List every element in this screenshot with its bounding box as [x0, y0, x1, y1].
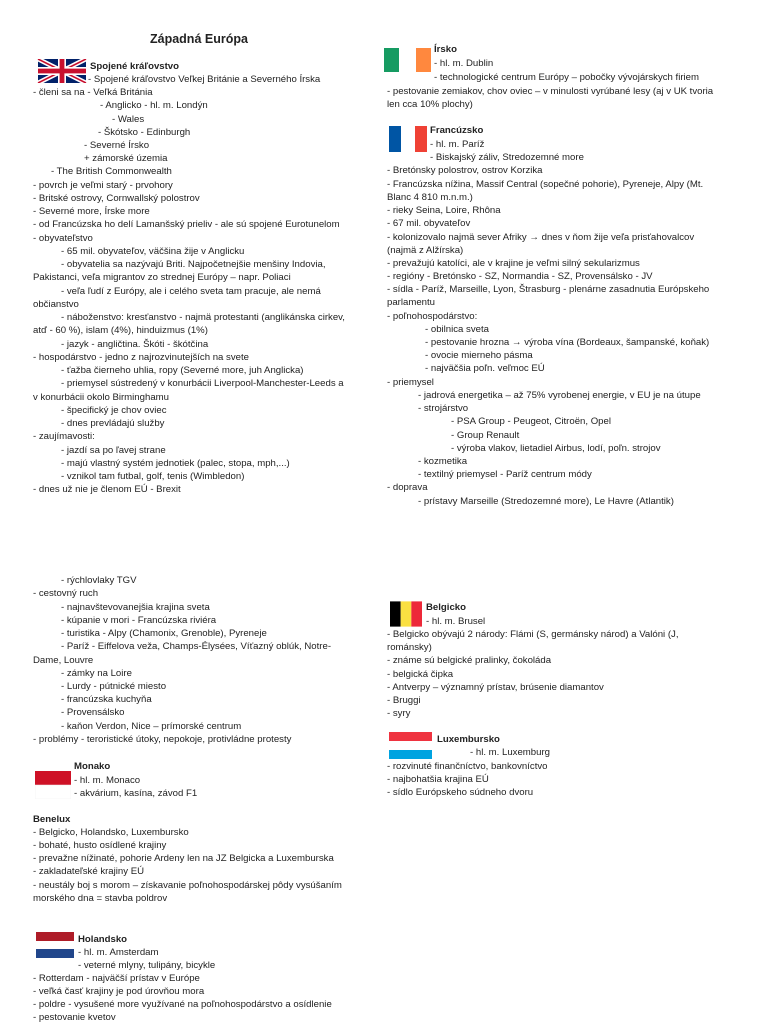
monaco-line: - hl. m. Monaco	[74, 775, 141, 786]
france-line: - jadrová energetika – až 75% vyrobenej energie, v EU je na útupe	[418, 390, 701, 401]
page-title: Západná Európa	[150, 32, 248, 46]
france-line: - strojárstvo	[418, 403, 469, 414]
france-line: (najmä z Alžírska)	[387, 245, 464, 256]
france-line: - kozmetika	[418, 456, 468, 467]
netherlands-line: - hl. m. Amsterdam	[78, 947, 159, 958]
uk-line: Pakistanci, veľa migrantov zo strednej Európy – napr. Poliaci	[33, 272, 291, 283]
netherlands-flag-icon	[36, 932, 74, 958]
belgium-line: románsky)	[387, 642, 432, 653]
uk-line: - Škótsko - Edinburgh	[98, 127, 191, 138]
france-line: - kúpanie v mori - Francúzska riviéra	[61, 615, 217, 626]
france-line: - Lurdy - pútnické miesto	[61, 681, 167, 692]
france-line: - cestovný ruch	[33, 588, 99, 599]
uk-line: atď - 60 %), islam (4%), hinduizmus (1%)	[33, 325, 208, 336]
ireland-line: - hl. m. Dublin	[434, 58, 494, 69]
benelux-line: - prevažne nížinaté, pohorie Ardeny len na JZ Belgicka a Luxemburska	[33, 853, 334, 864]
ireland-heading: Írsko	[434, 44, 457, 55]
monaco-line: - akvárium, kasína, závod F1	[74, 788, 198, 799]
luxembourg-heading: Luxembursko	[437, 734, 500, 745]
france-line: - najväčšia poľn. veľmoc EÚ	[425, 363, 545, 374]
belgium-line: - hl. m. Brusel	[426, 616, 486, 627]
france-line: - prístavy Marseille (Stredozemné more), Le Havre (Atlantik)	[418, 496, 674, 507]
ireland-line: len cca 10% plochy)	[387, 99, 473, 110]
belgium-line: - Antverpy – významný prístav, brúsenie diamantov	[387, 682, 604, 693]
france-line: - Group Renault	[451, 430, 520, 441]
belgium-line: - Belgicko obývajú 2 národy: Flámi (S, germánsky národ) a Valóni (J,	[387, 629, 679, 640]
france-line: - najnavštevovanejšia krajina sveta	[61, 602, 210, 613]
uk-line: - majú vlastný systém jednotiek (palec, stopa, mph,...)	[61, 458, 290, 469]
france-line: - výroba vlakov, lietadiel Airbus, lodí, poľn. strojov	[451, 443, 661, 454]
luxembourg-line: - hl. m. Luxemburg	[470, 747, 550, 758]
france-line: - pestovanie hrozna → výroba vína (Bordeaux, šampanské, koňak)	[425, 337, 710, 348]
monaco-heading: Monako	[74, 761, 111, 772]
france-line: - turistika - Alpy (Chamonix, Grenoble), Pyreneje	[61, 628, 267, 639]
france-line: - sídla - Paríž, Marseille, Lyon, Štrasburg - plenárne zasadnutia Európskeho	[387, 284, 710, 295]
belgium-line: - belgická čipka	[387, 669, 454, 680]
france-line: - priemysel	[387, 377, 434, 388]
france-line: Dame, Louvre	[33, 655, 94, 666]
ireland-line: - technologické centrum Európy – pobočky vývojárskych firiem	[434, 72, 700, 83]
uk-line: - 65 mil. obyvateľov, väčšina žije v Anglicku	[61, 246, 245, 257]
uk-line: v konurbácii okolo Birminghamu	[33, 392, 169, 403]
uk-line: - ťažba čierneho uhlia, ropy (Severné more, juh Anglicka)	[61, 365, 304, 376]
france-line: - problémy - teroristické útoky, nepokoje, protivládne protesty	[33, 734, 292, 745]
uk-line: - Spojené kráľovstvo Veľkej Británie a Severného Írska	[88, 74, 321, 85]
belgium-line: - syry	[387, 708, 411, 719]
ireland-flag-icon	[384, 48, 431, 72]
france-line: - 67 mil. obyvateľov	[387, 218, 471, 229]
france-line: - Biskajský záliv, Stredozemné more	[430, 152, 584, 163]
netherlands-line: - Rotterdam - najväčší prístav v Európe	[33, 973, 200, 984]
uk-line: - jazyk - angličtina. Škóti - škótčina	[61, 339, 209, 350]
benelux-line: - zakladateľské krajiny EÚ	[33, 866, 145, 877]
france-line: - rýchlovlaky TGV	[61, 575, 137, 586]
france-line: parlamentu	[387, 297, 435, 308]
uk-line: - od Francúzska ho delí Lamanšský prieliv - ale sú spojené Eurotunelom	[33, 219, 340, 230]
uk-line: - dnes prevládajú služby	[61, 418, 165, 429]
france-line: - textilný priemysel - Paríž centrum módy	[418, 469, 592, 480]
luxembourg-line: - sídlo Európskeho súdneho dvoru	[387, 787, 534, 798]
uk-line: - členi sa na - Veľká Británia	[33, 87, 153, 98]
netherlands-heading: Holandsko	[78, 934, 128, 945]
uk-line: - náboženstvo: kresťanstvo - najmä protestanti (anglikánska cirkev,	[61, 312, 345, 323]
france-line: - Bretónsky polostrov, ostrov Korzika	[387, 165, 543, 176]
belgium-heading: Belgicko	[426, 602, 466, 613]
uk-line: - hospodárstvo - jedno z najrozvinutejších na svete	[33, 352, 249, 363]
benelux-line: - neustály boj s morom – získavanie poľnohospodárskej pôdy vysúšaním	[33, 880, 342, 891]
benelux-line: - Belgicko, Holandsko, Luxembursko	[33, 827, 189, 838]
luxembourg-flag-icon	[389, 732, 432, 759]
uk-line: + zámorské územia	[84, 153, 168, 164]
uk-heading: Spojené kráľovstvo	[90, 61, 180, 72]
uk-line: - veľa ľudí z Európy, ale i celého sveta tam pracuje, ale nemá	[61, 286, 321, 297]
uk-line: - Severné Írsko	[84, 140, 150, 151]
uk-line: občianstvo	[33, 299, 79, 310]
netherlands-line: - veľká časť krajiny je pod úrovňou mora	[33, 986, 205, 997]
france-line: - doprava	[387, 482, 428, 493]
france-line: - kolonizovalo najmä sever Afriky → dnes v ňom žije veľa prisťahovalcov	[387, 232, 695, 243]
france-line: - ovocie mierneho pásma	[425, 350, 533, 361]
ireland-line: - pestovanie zemiakov, chov oviec – v minulosti vyrúbané lesy (aj v UK tvoria	[387, 86, 714, 97]
france-line: - obilnica sveta	[425, 324, 489, 335]
uk-line: - povrch je veľmi starý - prvohory	[33, 180, 173, 191]
france-line: - zámky na Loire	[61, 668, 132, 679]
netherlands-line: - veterné mlyny, tulipány, bicykle	[78, 960, 216, 971]
france-flag-icon	[389, 126, 427, 152]
france-line: - francúzska kuchyňa	[61, 694, 152, 705]
france-heading: Francúzsko	[430, 125, 484, 136]
uk-line: - Severné more, Írske more	[33, 206, 150, 217]
uk-line: - Britské ostrovy, Cornwallský polostrov	[33, 193, 200, 204]
france-line: - hl. m. Paríž	[430, 139, 485, 150]
france-line: Blanc 4 810 m.n.m.)	[387, 192, 473, 203]
uk-line: - vznikol tam futbal, golf, tenis (Wimbledon)	[61, 471, 245, 482]
uk-flag-icon	[37, 59, 87, 83]
belgium-line: - známe sú belgické pralinky, čokoláda	[387, 655, 552, 666]
france-line: - kaňon Verdon, Nice – prímorské centrum	[61, 721, 242, 732]
uk-line: - jazdí sa po ľavej strane	[61, 445, 166, 456]
france-line: - poľnohospodárstvo:	[387, 311, 478, 322]
france-line: - Francúzska nížina, Massif Central (sopečné pohorie), Pyreneje, Alpy (Mt.	[387, 179, 704, 190]
netherlands-line: - poldre - vysušené more využívané na poľnohospodárstvo a osídlenie	[33, 999, 332, 1010]
france-line: - rieky Seina, Loire, Rhôna	[387, 205, 501, 216]
uk-line: - zaujímavosti:	[33, 431, 95, 442]
france-line: - PSA Group - Peugeot, Citroën, Opel	[451, 416, 611, 427]
france-line: - prevažujú katolíci, ale v krajine je veľmi silný sekularizmus	[387, 258, 640, 269]
benelux-line: - bohaté, husto osídlené krajiny	[33, 840, 167, 851]
france-line: - Paríž - Eiffelova veža, Champs-Élysées, Víťazný oblúk, Notre-	[61, 641, 332, 652]
benelux-heading: Benelux	[33, 814, 71, 825]
monaco-flag-icon	[35, 771, 71, 799]
uk-line: - Anglicko - hl. m. Londýn	[100, 100, 208, 111]
benelux-line: morského dna = stavba poldrov	[33, 893, 168, 904]
france-line: - Provensálsko	[61, 707, 125, 718]
uk-line: - obyvatelia sa nazývajú Briti. Najpočetnejšie menšiny Indovia,	[61, 259, 326, 270]
luxembourg-line: - rozvinuté finančníctvo, bankovníctvo	[387, 761, 548, 772]
france-line: - regióny - Bretónsko - SZ, Normandia - SZ, Provensálsko - JV	[387, 271, 653, 282]
netherlands-line: - pestovanie kvetov	[33, 1012, 116, 1023]
luxembourg-line: - najbohatšia krajina EÚ	[387, 774, 489, 785]
uk-line: - priemysel sústredený v konurbácii Liverpool-Manchester-Leeds a	[61, 378, 344, 389]
belgium-flag-icon	[390, 601, 422, 627]
uk-line: - The British Commonwealth	[51, 166, 172, 177]
uk-line: - dnes už nie je členom EÚ - Brexit	[33, 484, 181, 495]
uk-line: - špecifický je chov oviec	[61, 405, 167, 416]
uk-line: - Wales	[112, 114, 145, 125]
belgium-line: - Bruggi	[387, 695, 421, 706]
uk-line: - obyvateľstvo	[33, 233, 93, 244]
